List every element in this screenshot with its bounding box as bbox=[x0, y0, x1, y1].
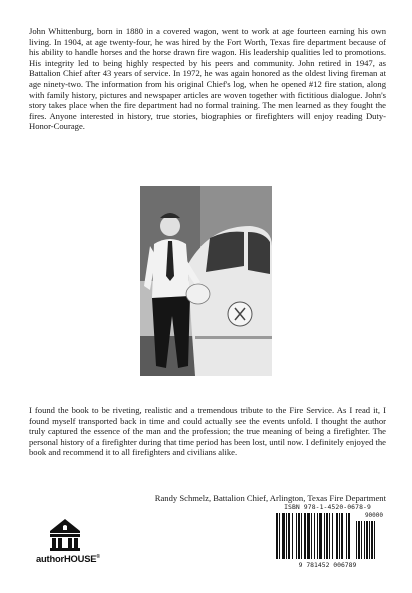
barcode-digits: 9 781452 006789 bbox=[298, 561, 357, 569]
review-attribution: Randy Schmelz, Battalion Chief, Arlington, Texas Fire Department bbox=[154, 493, 386, 503]
firefighter-photo bbox=[140, 186, 272, 376]
publisher-name: authorHOUSE® bbox=[36, 553, 100, 564]
barcode bbox=[272, 513, 383, 561]
isbn-label: ISBN 978-1-4520-0678-9 bbox=[284, 503, 371, 511]
publisher-logo bbox=[36, 517, 116, 567]
authorhouse-house-icon bbox=[36, 517, 116, 553]
review-quote: I found the book to be riveting, realistic and a tremendous tribute to the Fire Service. As I read it, I found myself transported back in time and could actually see the events unfold. I thought the author truly captured the essence of the man and the profession; the true meaning of being a firefighter. The personal history of a firefighter during that time period has been lost, until now. I definitely enjoyed the book and recommend it to all firefighters and civilians alike. bbox=[29, 405, 386, 458]
price-code: 90000 bbox=[364, 512, 383, 519]
book-blurb: John Whittenburg, born in 1880 in a covered wagon, went to work at age fourteen earning his own living. In 1904, at age twenty-four, he was hired by the Fort Worth, Texas fire department because of his ability to handle horses and the horse drawn fire wagon. His leadership qualities led to promotions. His integrity led to being highly respected by his peers and community. John retired in 1947, as Battalion Chief after 43 years of service. In 1972, he was again honored as the oldest living fireman at age ninety-two. The information from his original Chief's log, when he opened #12 fire station, along with family history, pictures and newspaper articles are woven together with fictitious dialogue. John's story takes place when the fire department had no formal training. The men learned as they fought the fires. Anyone interested in history, true stories, biographies or firefighters will enjoy reading Duty-Honor-Courage. bbox=[29, 26, 386, 132]
isbn-barcode-block bbox=[272, 503, 383, 569]
